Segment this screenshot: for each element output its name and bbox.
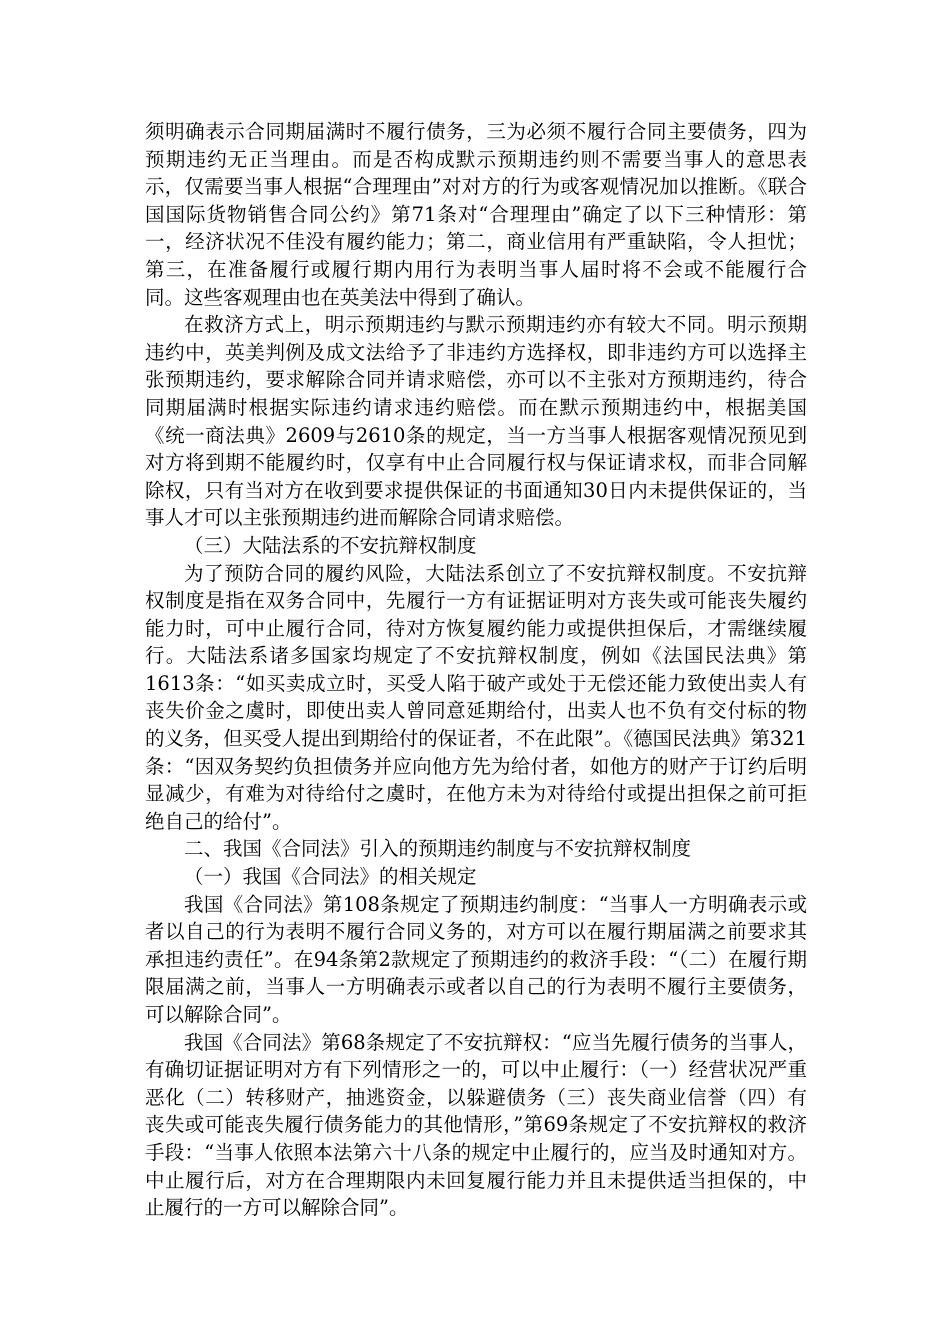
paragraph-article-108: 我国《合同法》第108条规定了预期违约制度：“当事人一方明确表示或者以自己的行为表明不履行合同义务的，对方可以在履行期届满之前要求其承担违约责任”。在94条第2款规定了预期违约的救济手段：“（二）在履行期限届满之前，当事人一方明确表示或者以自己的行为表明不履行主要债务，可以解除合同”。 — [145, 892, 807, 1026]
paragraph-article-68: 我国《合同法》第68条规定了不安抗辩权：“应当先履行债务的当事人，有确切证据证明对方有下列情形之一的，可以中止履行：（一）经营状况严重恶化（二）转移财产，抽逃资金，以躲避债务（三）丧失商业信誉（四）有丧失或可能丧失履行债务能力的其他情形，”第69条规定了不安抗辩权的救济手段：“当事人依照本法第六十八条的规定中止履行的，应当及时通知对方。中止履行后，对方在合理期限内未回复履行能力并且未提供适当担保的，中止履行的一方可以解除合同”。 — [145, 1030, 807, 1220]
document-page — [145, 118, 807, 1222]
section-heading-china-contract-law: 二、我国《合同法》引入的预期违约制度与不安抗辩权制度 — [184, 837, 692, 861]
section-heading-civil-law: （三）大陆法系的不安抗辩权制度 — [184, 533, 477, 557]
paragraph-unsafe-defense: 为了预防合同的履约风险，大陆法系创立了不安抗辩权制度。不安抗辩权制度是指在双务合同中，先履行一方有证据证明对方丧失或可能丧失履约能力时，可中止履行合同，待对方恢复履约能力或提供担保后，才需继续履行。大陆法系诸多国家均规定了不安抗辩权制度，例如《法国民法典》第1613条：“如买卖成立时，买受人陷于破产或处于无偿还能力致使出卖人有丧失价金之虞时，即使出卖人曾同意延期给付，出卖人也不负有交付标的物的义务，但买受人提出到期给付的保证者，不在此限”。《德国民法典》第321条：“因双务契约负担债务并应向他方先为给付者，如他方的财产于订约后明显减少，有难为对待给付之虞时，在他方未为对待给付或提出担保之前可拒绝自己的给付”。 — [145, 561, 807, 833]
paragraph-continuation: 须明确表示合同期届满时不履行债务，三为必须不履行合同主要债务，四为预期违约无正当理由。而是否构成默示预期违约则不需要当事人的意思表示，仅需要当事人根据“合理理由”对对方的行为或客观情况加以推断。《联合国国际货物销售合同公约》第71条对“合理理由”确定了以下三种情形：第一，经济状况不佳没有履约能力；第二，商业信用有严重缺陷，令人担忧；第三，在准备履行或履行期内用行为表明当事人届时将不会或不能履行合同。这些客观理由也在英美法中得到了确认。 — [145, 120, 807, 309]
subsection-heading-provisions: （一）我国《合同法》的相关规定 — [184, 865, 477, 889]
paragraph-remedies: 在救济方式上，明示预期违约与默示预期违约亦有较大不同。明示预期违约中，英美判例及成文法给予了非违约方选择权，即非违约方可以选择主张预期违约，要求解除合同并请求赔偿，亦可以不主张对方预期违约，待合同期届满时根据实际违约请求违约赔偿。而在默示预期违约中，根据美国《统一商法典》2609与2610条的规定，当一方当事人根据客观情况预见到对方将到期不能履约时，仅享有中止合同履行权与保证请求权，而非合同解除权，只有当对方在收到要求提供保证的书面通知30日内未提供保证的，当事人才可以主张预期违约进而解除合同请求赔偿。 — [145, 313, 807, 530]
